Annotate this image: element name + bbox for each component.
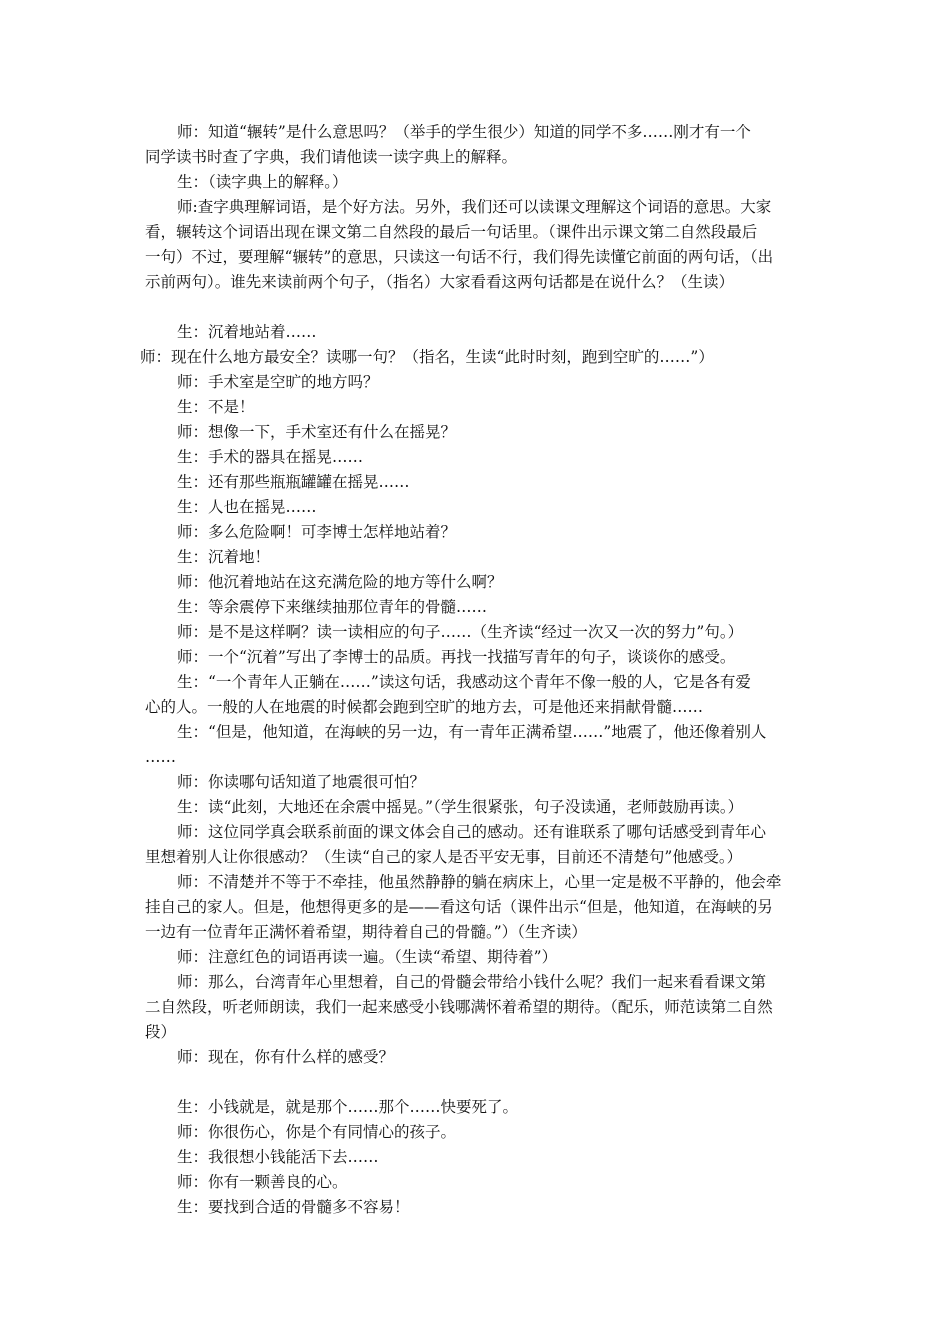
paragraph-line: 师：知道“辗转”是什么意思吗？（举手的学生很少）知道的同学不多……刚才有一个: [177, 123, 751, 141]
paragraph-line: ……: [145, 748, 176, 766]
paragraph-line: 挂自己的家人。但是，他想得更多的是——看这句话（课件出示“但是，他知道，在海峡的另: [145, 898, 773, 916]
paragraph-line: 段）: [145, 1023, 177, 1041]
paragraph-line: 师：不清楚并不等于不牵挂，他虽然静静的躺在病床上，心里一定是极不平静的，他会牵: [177, 873, 782, 891]
paragraph-line: 生：沉着地站着……: [177, 323, 317, 341]
paragraph-line: 生：（读字典上的解释。）: [177, 173, 348, 191]
paragraph-line: 师：现在什么地方最安全？读哪一句？（指名，生读“此时时刻，跑到空旷的……”）: [140, 348, 714, 366]
paragraph-line: 同学读书时查了字典，我们请他读一读字典上的解释。: [145, 148, 518, 166]
paragraph-line: 里想着别人让你很感动？（生读“自己的家人是否平安无事，目前还不清楚句”他感受。）: [145, 848, 743, 866]
paragraph-line: 师：那么，台湾青年心里想着，自己的骨髓会带给小钱什么呢？我们一起来看看课文第: [177, 973, 767, 991]
paragraph-line: 生：不是！: [177, 398, 255, 416]
paragraph-line: 生：小钱就是，就是那个……那个……快要死了。: [177, 1098, 519, 1116]
paragraph-line: 一句）不过，要理解“辗转”的意思，只读这一句话不行，我们得先读懂它前面的两句话，（出: [145, 248, 774, 266]
paragraph-line: 师：一个“沉着”写出了李博士的品质。再找一找描写青年的句子，谈谈你的感受。: [177, 648, 736, 666]
paragraph-line: 师：想像一下，手术室还有什么在摇晃？: [177, 423, 457, 441]
paragraph-line: 生：还有那些瓶瓶罐罐在摇晃……: [177, 473, 410, 491]
paragraph-line: 二自然段，听老师朗读，我们一起来感受小钱哪满怀着希望的期待。（配乐，师范读第二自然: [145, 998, 773, 1016]
paragraph-line: 生：等余震停下来继续抽那位青年的骨髓……: [177, 598, 488, 616]
paragraph-line: 师：是不是这样啊？读一读相应的句子……（生齐读“经过一次又一次的努力”句。）: [177, 623, 744, 641]
paragraph-line: 生：人也在摇晃……: [177, 498, 317, 516]
paragraph-line: 生：要找到合适的骨髓多不容易！: [177, 1198, 410, 1216]
paragraph-line: 师：你很伤心，你是个有同情心的孩子。: [177, 1123, 457, 1141]
paragraph-line: 师:查字典理解词语，是个好方法。另外，我们还可以读课文理解这个词语的意思。大家: [177, 198, 772, 216]
paragraph-line: 生：我很想小钱能活下去……: [177, 1148, 379, 1166]
blank-line: [145, 1070, 815, 1095]
paragraph-line: 生：“但是，他知道，在海峡的另一边，有一青年正满希望……”地震了，他还像着别人: [177, 723, 767, 741]
paragraph-line: 师：你读哪句话知道了地震很可怕？: [177, 773, 426, 791]
paragraph-line: 师：注意红色的词语再读一遍。（生读“希望、期待着”）: [177, 948, 558, 966]
transcript-body: [140, 120, 815, 1220]
paragraph-line: 一边有一位青年正满怀着希望，期待着自己的骨髓。”）（生齐读）: [145, 923, 587, 941]
paragraph-line: 生：沉着地！: [177, 548, 271, 566]
blank-line: [145, 295, 815, 320]
paragraph-line: 师：手术室是空旷的地方吗？: [177, 373, 379, 391]
paragraph-line: 师：多么危险啊！可李博士怎样地站着？: [177, 523, 457, 541]
paragraph-line: 师：这位同学真会联系前面的课文体会自己的感动。还有谁联系了哪句话感受到青年心: [177, 823, 767, 841]
paragraph-line: 生：手术的器具在摇晃……: [177, 448, 364, 466]
paragraph-line: 示前两句）。谁先来读前两个句子，（指名）大家看看这两句话都是在说什么？（生读）: [145, 273, 735, 291]
paragraph-line: 师：他沉着地站在这充满危险的地方等什么啊？: [177, 573, 503, 591]
paragraph-line: 心的人。一般的人在地震的时候都会跑到空旷的地方去，可是他还来捐献骨髓……: [145, 698, 704, 716]
paragraph-line: 生：“一个青年人正躺在……”读这句话，我感动这个青年不像一般的人，它是各有爱: [177, 673, 751, 691]
paragraph-line: 师：现在，你有什么样的感受？: [177, 1048, 395, 1066]
paragraph-line: 师：你有一颗善良的心。: [177, 1173, 348, 1191]
paragraph-line: 看，辗转这个词语出现在课文第二自然段的最后一句话里。（课件出示课文第二自然段最后: [145, 223, 758, 241]
paragraph-line: 生：读“此刻，大地还在余震中摇晃。”（学生很紧张，句子没读通，老师鼓励再读。）: [177, 798, 744, 816]
